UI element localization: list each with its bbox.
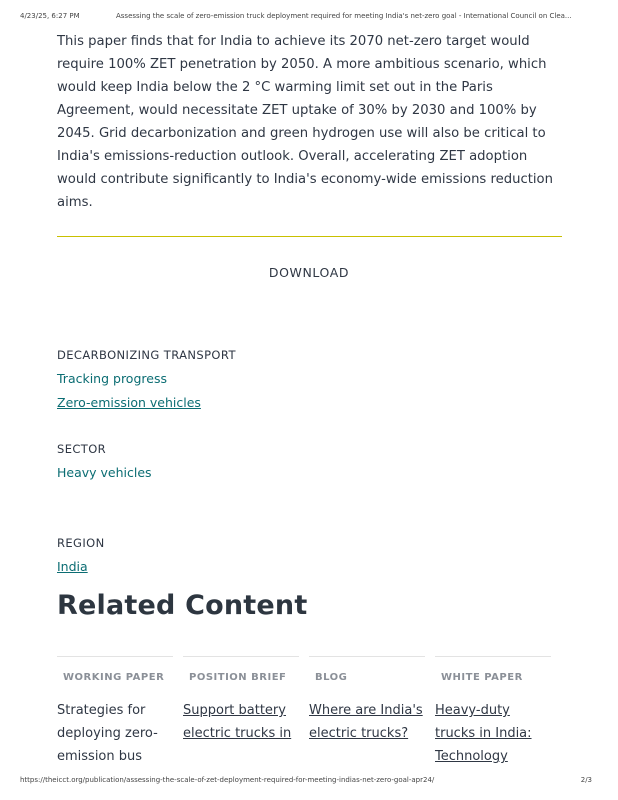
heavy-vehicles-link[interactable]: Heavy vehicles [57,465,152,480]
card-title[interactable]: Strategies for deploying zero-emission bus [57,703,158,764]
card-title[interactable]: Where are India's electric trucks? [309,703,423,741]
card-type-label: WHITE PAPER [441,672,523,683]
card-top-border [309,656,425,657]
print-timestamp: 4/23/25, 6:27 PM [20,12,80,20]
print-url: https://theicct.org/publication/assessing-the-scale-of-zet-deployment-required-for-meeting-indias-net-zero-goal-apr24/ [20,776,435,784]
print-footer [0,776,618,788]
related-card[interactable] [183,656,299,745]
card-type-label: BLOG [315,672,348,683]
card-title[interactable]: Heavy-duty trucks in India: Technology [435,703,532,764]
decarbonizing-transport-heading: DECARBONIZING TRANSPORT [57,348,236,362]
print-header [0,12,618,26]
related-card[interactable] [435,656,551,768]
card-type-label: WORKING PAPER [63,672,165,683]
section-divider [57,236,562,237]
page-number: 2/3 [580,776,592,784]
card-top-border [183,656,299,657]
abstract-paragraph: This paper finds that for India to achieve its 2070 net-zero target would require 100% ZET penetration by 2050. A more ambitious scenario, which would keep India below the 2 °C warming limit set out in the Paris Agreement, would necessitate ZET uptake of 30% by 2030 and 100% by 2045. Grid decarbonization and green hydrogen use will also be critical to India's emissions-reduction outlook. Overall, accelerating ZET adoption would contribute significantly to India's economy-wide emissions reduction aims. [57,34,553,210]
tracking-progress-link[interactable]: Tracking progress [57,371,167,386]
region-heading: REGION [57,536,105,550]
india-link[interactable]: India [57,559,88,574]
download-button[interactable]: DOWNLOAD [268,265,350,280]
card-type-label: POSITION BRIEF [189,672,287,683]
card-title[interactable]: Support battery electric trucks in [183,703,292,741]
related-content-title: Related Content [57,590,308,621]
card-top-border [57,656,173,657]
card-top-border [435,656,551,657]
sector-heading: SECTOR [57,442,107,456]
related-card[interactable] [57,656,173,768]
print-page-title: Assessing the scale of zero-emission truck deployment required for meeting India's net-zero goal - International Council on Clea... [116,12,572,20]
related-card[interactable] [309,656,425,745]
zero-emission-vehicles-link[interactable]: Zero-emission vehicles [57,395,201,410]
